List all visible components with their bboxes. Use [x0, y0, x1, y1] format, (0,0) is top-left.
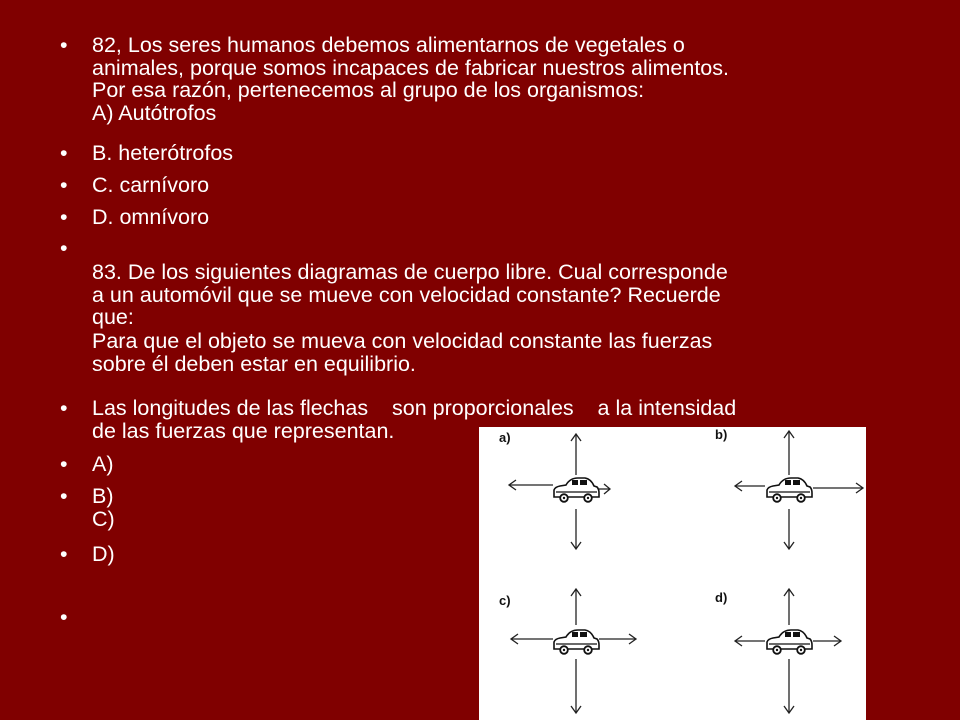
panel-b-label: b) — [715, 427, 728, 442]
answer-a: A) — [92, 452, 114, 476]
bullet-dot: • — [60, 33, 68, 57]
answer-b: B) — [92, 484, 114, 508]
answer-d: D) — [92, 542, 115, 566]
panel-d-label: d) — [715, 590, 728, 605]
option-b: B. heterótrofos — [92, 141, 234, 165]
option-d: D. omnívoro — [92, 205, 210, 229]
question-83-line-1: 83. De los siguientes diagramas de cuerpo libre. Cual corresponde — [92, 260, 728, 284]
bullet-dot: • — [60, 605, 68, 629]
question-82-line-3: Por esa razón, pertenecemos al grupo de los organismos: — [92, 78, 645, 102]
arrows-note-line-2: de las fuerzas que representan. — [92, 418, 395, 443]
question-83-line-5: sobre él deben estar en equilibrio. — [92, 351, 416, 376]
arrows-note-line-1: Las longitudes de las flechas son proporcionales a la intensidad — [92, 396, 737, 420]
question-82-line-1: 82, Los seres humanos debemos alimentarnos de vegetales o — [92, 33, 685, 57]
panel-b — [715, 427, 863, 549]
car-icon — [767, 478, 812, 502]
panel-c — [499, 589, 636, 713]
panel-c-label: c) — [499, 593, 511, 608]
panel-d — [715, 589, 841, 713]
car-icon — [554, 630, 599, 654]
question-83-line-3: que: — [92, 305, 134, 329]
bullet-dot: • — [60, 452, 68, 476]
question-83-line-4: Para que el objeto se mueva con velocidad constante las fuerzas — [92, 329, 713, 353]
bullet-dot: • — [60, 173, 68, 197]
panel-a-label: a) — [499, 430, 511, 445]
free-body-diagrams-image — [479, 427, 866, 720]
bullet-dot: • — [60, 484, 68, 508]
question-82-line-2: animales, porque somos incapaces de fabricar nuestros alimentos. — [92, 55, 729, 80]
free-body-diagrams-svg — [479, 427, 866, 720]
bullet-dot: • — [60, 396, 68, 420]
bullet-dot: • — [60, 236, 68, 260]
option-c: C. carnívoro — [92, 173, 210, 197]
answer-c: C) — [92, 506, 115, 531]
question-82-option-a: A) Autótrofos — [92, 100, 217, 125]
question-83-line-2: a un automóvil que se mueve con velocidad constante? Recuerde — [92, 282, 721, 307]
bullet-dot: • — [60, 141, 68, 165]
car-icon — [554, 478, 599, 502]
car-icon — [767, 630, 812, 654]
bullet-dot: • — [60, 542, 68, 566]
panel-a — [499, 430, 610, 549]
bullet-dot: • — [60, 205, 68, 229]
